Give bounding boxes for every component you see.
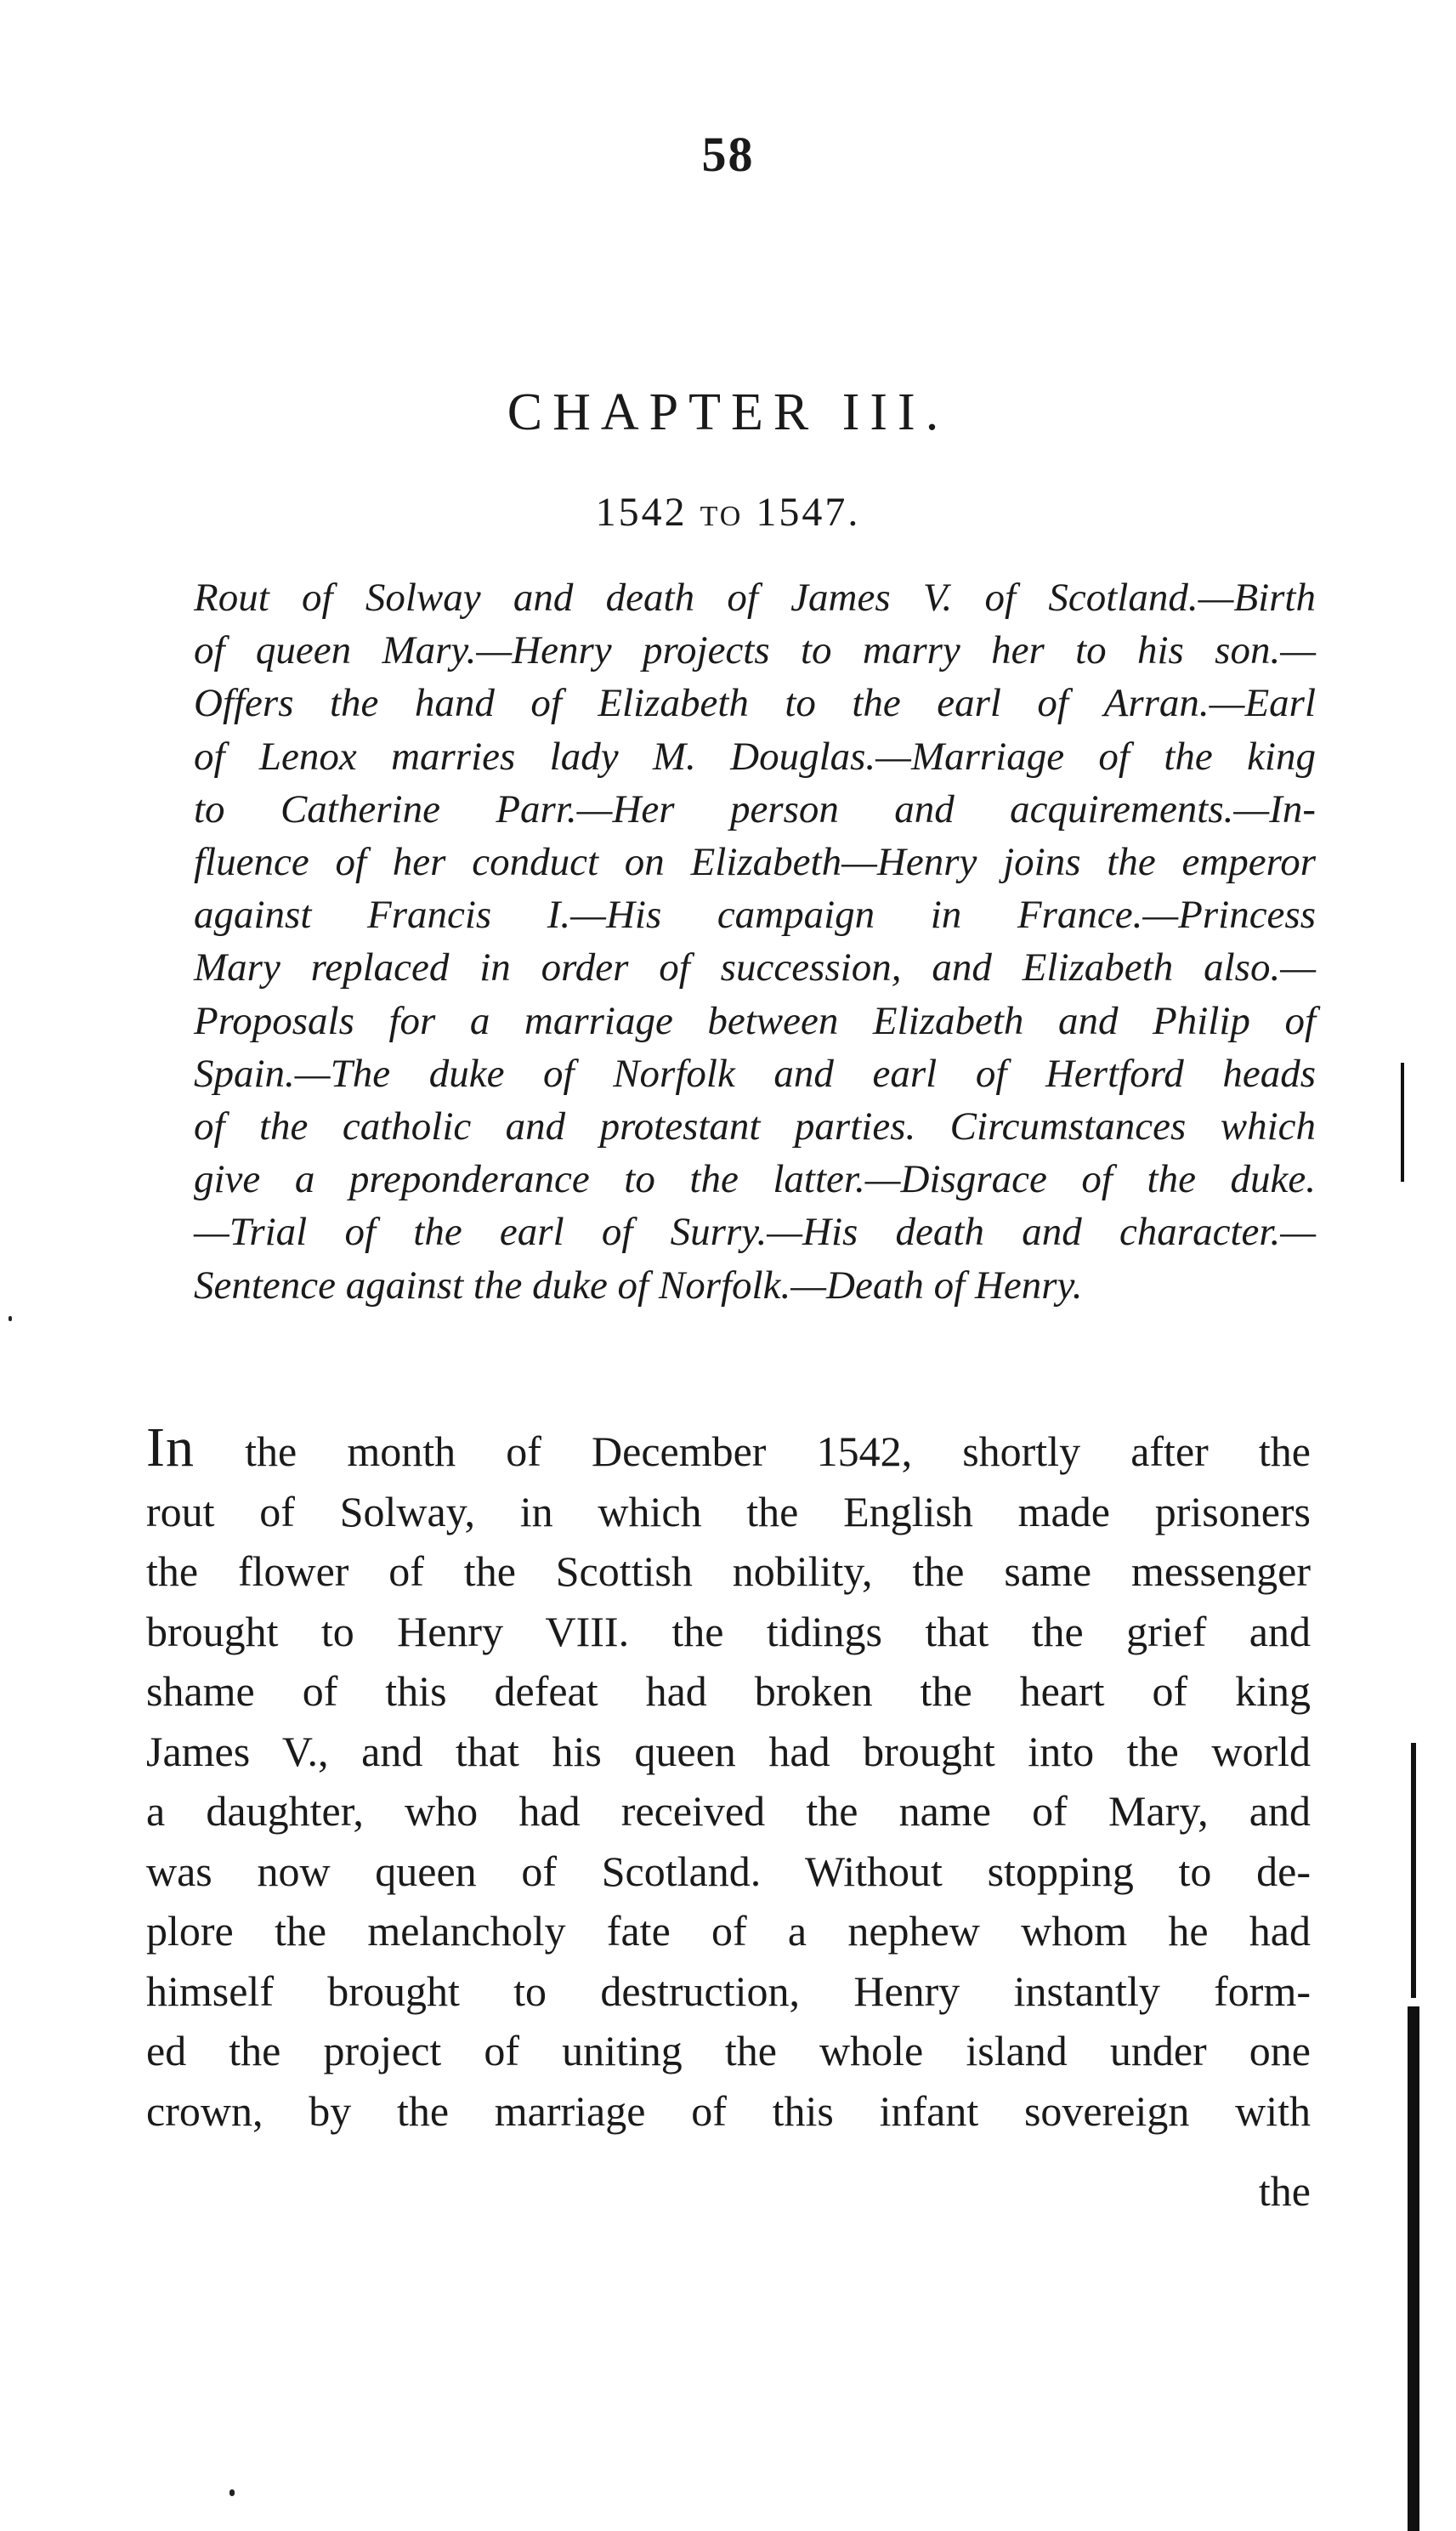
chapter-dates [0, 489, 1456, 536]
chapter-date-start: 1542 [595, 490, 688, 535]
body-line: rout of Solway, in which the English made prisoners [146, 1487, 1311, 1535]
body-line: plore the melancholy fate of a nephew whom he had [146, 1907, 1311, 1955]
page-edge-shadow [1401, 1063, 1404, 1182]
body-line: brought to Henry VIII. the tidings that the grief and [146, 1607, 1311, 1655]
body-text [146, 1418, 1311, 2141]
first-line-rest: the month of December 1542, shortly after the [245, 1427, 1312, 1475]
page-edge-shadow [1408, 2006, 1419, 2531]
chapter-summary [194, 571, 1316, 1312]
summary-line: Rout of Solway and death of James V. of Scotland.—Birth [194, 576, 1316, 620]
ink-speck [229, 2489, 235, 2496]
body-line-first [146, 1418, 1311, 1482]
body-line: ed the project of uniting the whole island under one [146, 2027, 1311, 2074]
page-edge-shadow [1411, 1743, 1416, 1998]
body-line: crown, by the marriage of this infant sovereign with [146, 2086, 1311, 2135]
chapter-heading: CHAPTER III. [507, 383, 949, 441]
summary-line: give a preponderance to the latter.—Disgrace of the duke. [194, 1157, 1316, 1202]
summary-line: to Catherine Parr.—Her person and acquirements.—In- [194, 786, 1316, 831]
summary-line: Mary replaced in order of succession, and Elizabeth also.— [194, 945, 1316, 990]
chapter-date-end: 1547. [756, 490, 861, 535]
summary-line: Offers the hand of Elizabeth to the earl of Arran.—Earl [194, 681, 1316, 726]
summary-line: —Trial of the earl of Surry.—His death and character.— [194, 1210, 1316, 1255]
body-line: the flower of the Scottish nobility, the same messenger [146, 1547, 1311, 1595]
summary-line: Spain.—The duke of Norfolk and earl of Hertford heads [194, 1051, 1316, 1096]
catchword: the [1258, 2167, 1311, 2215]
ink-speck [8, 1316, 12, 1321]
summary-line: of Lenox marries lady M. Douglas.—Marriage of the king [194, 734, 1316, 779]
chapter-date-to: to [700, 490, 744, 535]
summary-line: of the catholic and protestant parties. Circumstances which [194, 1104, 1316, 1149]
summary-line: Sentence against the duke of Norfolk.—Death of Henry. [194, 1263, 1083, 1308]
body-line: shame of this defeat had broken the heart of king [146, 1667, 1311, 1715]
body-line: James V., and that his queen had brought into the world [146, 1727, 1311, 1775]
summary-line: fluence of her conduct on Elizabeth—Henry joins the emperor [194, 840, 1316, 885]
body-line: a daughter, who had received the name of Mary, and [146, 1787, 1311, 1835]
summary-line: of queen Mary.—Henry projects to marry her to his son.— [194, 628, 1316, 673]
body-line: himself brought to destruction, Henry instantly form- [146, 1966, 1311, 2015]
drop-word: In [146, 1416, 195, 1478]
page-number: 58 [701, 127, 755, 182]
summary-line: against Francis I.—His campaign in France.—Princess [194, 893, 1316, 938]
summary-line: Proposals for a marriage between Elizabeth and Philip of [194, 998, 1316, 1043]
body-line: was now queen of Scotland. Without stopping to de- [146, 1847, 1311, 1895]
